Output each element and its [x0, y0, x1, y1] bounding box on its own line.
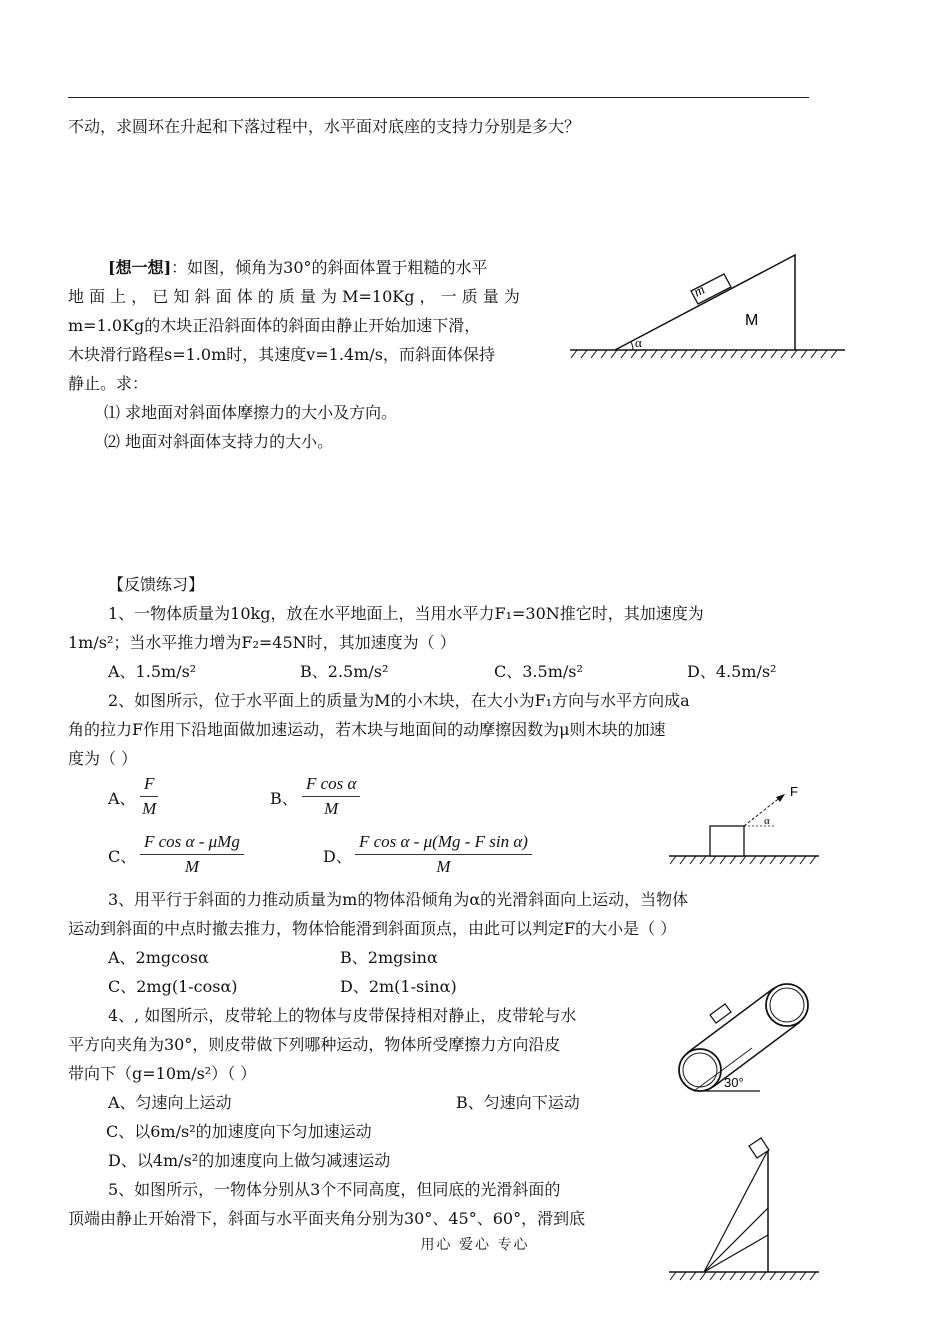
q3-option-b: B、2mgsinα	[340, 948, 438, 967]
q4-option-c: C、以6m/s²的加速度向下匀加速运动	[106, 1122, 372, 1141]
q1-option-d: D、4.5m/s²	[687, 662, 777, 681]
think-label: [想一想]	[108, 258, 172, 277]
q2-label-d: D、	[323, 847, 352, 866]
q1-option-b: B、2.5m/s²	[300, 662, 389, 681]
q2-option-d-fraction: $\frac{\text{F cos α - μ(Mg - F sin α)}}{M}$	[355, 832, 532, 877]
q2-option-b-fraction: $\frac{\text{F cos α}}{M}$	[302, 774, 360, 819]
feedback-title: 【反馈练习】	[108, 575, 205, 594]
think-line-2: 地 面 上 ， 已 知 斜 面 体 的 质 量 为 M=10Kg ， 一 质 量 为	[68, 287, 520, 306]
q3-line-1: 3、用平行于斜面的力推动质量为m的物体沿倾角为α的光滑斜面向上运动，当物体	[108, 890, 689, 909]
header-rule	[68, 97, 809, 98]
q4-option-a: A、匀速向上运动	[108, 1093, 232, 1112]
q2-label-b: B、	[270, 789, 298, 808]
q4-option-b: B、匀速向下运动	[456, 1093, 580, 1112]
q2-option-a-fraction: $\frac{F}{M}$	[140, 774, 158, 819]
mass-M-label: M	[745, 312, 759, 329]
q3-option-c: C、2mg(1-cosα)	[108, 977, 238, 996]
q2-line-3: 度为（ ）	[68, 749, 138, 768]
q2-option-c-fraction: F cos α - μMg M	[140, 832, 244, 877]
page-footer: 用心 爱心 专心	[420, 1237, 530, 1253]
think-question-1: ⑴ 求地面对斜面体摩擦力的大小及方向。	[104, 403, 398, 422]
q2-label-a: A、	[108, 789, 136, 808]
q2-line-1: 2、如图所示，位于水平面上的质量为M的小木块，在大小为F₁方向与水平方向成a	[108, 691, 690, 710]
block-m-label: m	[691, 282, 708, 301]
think-question-2: ⑵ 地面对斜面体支持力的大小。	[104, 432, 334, 451]
think-line-5: 静止。求：	[68, 374, 149, 393]
pulled-block-figure	[664, 780, 824, 870]
q1-option-a: A、1.5m/s²	[108, 662, 197, 681]
force-F-label: F	[790, 784, 798, 799]
q2-line-2: 角的拉力F作用下沿地面做加速运动，若木块与地面间的动摩擦因数为μ则木块的加速	[68, 720, 666, 739]
alpha-label: α	[635, 335, 642, 350]
q1-option-c: C、3.5m/s²	[494, 662, 583, 681]
q4-line-2: 平方向夹角为30°，则皮带做下列哪种运动，物体所受摩擦力方向沿皮	[68, 1035, 561, 1054]
think-line-3: m=1.0Kg的木块正沿斜面体的斜面由静止开始加速下滑，	[68, 316, 481, 335]
q2-label-c: C、	[108, 847, 137, 866]
continued-question-line: 不动，求圆环在升起和下落过程中，水平面对底座的支持力分别是多大？	[68, 117, 581, 136]
conveyor-belt-figure	[672, 978, 817, 1096]
q5-line-1: 5、如图所示，一物体分别从3个不同高度，但同底的光滑斜面的	[108, 1180, 561, 1199]
incline-block-figure	[565, 248, 850, 363]
q3-option-d: D、2m(1-sinα)	[340, 977, 457, 996]
q3-line-2: 运动到斜面的中点时撤去推力，物体恰能滑到斜面顶点，由此可以判定F的大小是（ ）	[68, 919, 677, 938]
q3-option-a: A、2mgcosα	[108, 948, 209, 967]
q1-line-2: 1m/s²；当水平推力增为F₂=45N时，其加速度为（ ）	[68, 633, 456, 652]
q4-option-d: D、以4m/s²的加速度向上做匀减速运动	[108, 1151, 391, 1170]
alpha-label: α	[764, 815, 770, 827]
think-line-1	[108, 258, 488, 278]
q4-line-1: 4、, 如图所示，皮带轮上的物体与皮带保持相对静止，皮带轮与水	[108, 1006, 577, 1025]
think-line-4: 木块滑行路程s=1.0m时，其速度v=1.4m/s，而斜面体保持	[68, 345, 495, 364]
three-inclines-figure	[664, 1132, 824, 1282]
q1-line-1: 1、一物体质量为10kg，放在水平地面上，当用水平力F₁=30N推它时，其加速度为	[108, 604, 704, 623]
q5-line-2: 顶端由静止开始滑下，斜面与水平面夹角分别为30°、45°、60°，滑到底	[68, 1209, 586, 1228]
q4-line-3: 带向下（g=10m/s²）（ ）	[68, 1064, 257, 1083]
angle-30-label: 30°	[724, 1075, 744, 1090]
think-text: ：如图，倾角为30°的斜面体置于粗糙的水平	[171, 258, 488, 277]
